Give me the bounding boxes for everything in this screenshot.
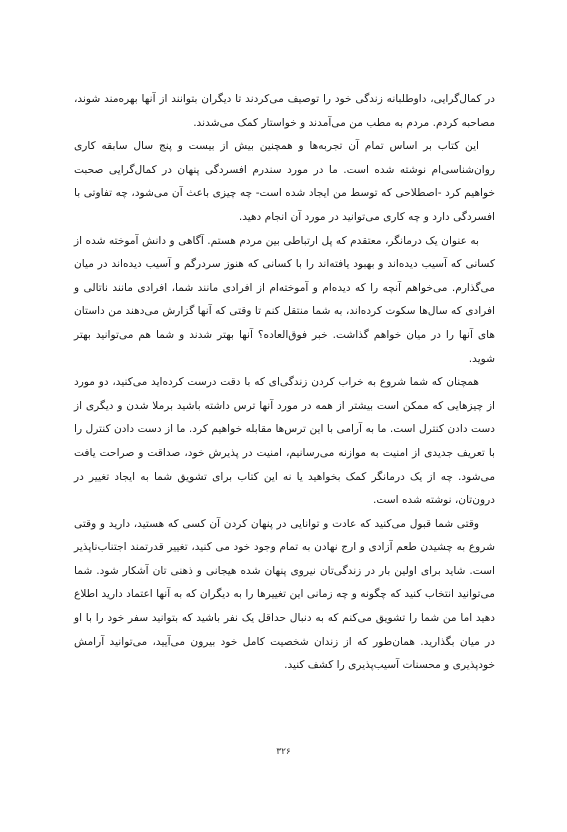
paragraph-3: به عنوان یک درمانگر، معتقدم که پل ارتباطی بین مردم هستم. آگاهی و دانش آموخته شده از کسانی که آسیب دیده‌اند و بهبود یافته‌اند را با کسانی که هنوز سردرگم و آسیب دیده‌اند در میان می‌گذارم. می‌خواهم آنچه را که دیده‌ام و آموخته‌ام از افرادی مانند شما، افرادی مانند ناتالی و افرادی که سال‌ها سکوت کرده‌اند، به شما منتقل کنم تا وقتی که آنها گزارش می‌دهند من داستان های آنها را در میان خواهم گذاشت. خبر فوق‌العاده؟ آنها بهتر شدند و شما هم می‌توانید بهتر شوید. [74,234,495,365]
paragraph-4: همچنان که شما شروع به خراب کردن زندگی‌ای که با دقت درست کرده‌اید می‌کنید، دو مورد از چیزهایی که ممکن است بیشتر از همه در مورد آنها ترس داشته باشید برملا شدن و دیگری از دست دادن کنترل است. ما به آرامی با این ترس‌ها مقابله خواهیم کرد. ما از دست دادن کنترل را با تعریف جدیدی از امنیت به موازنه می‌رسانیم، امنیت در پذیرش خود، صداقت و صراحت یافت می‌شود. چه از یک درمانگر کمک بخواهید یا نه این کتاب برای تشویق شما به ایجاد تغییر در درون‌تان، نوشته شده است. [74,376,495,507]
paragraph-1: در کمال‌گرایی، داوطلبانه زندگی خود را توصیف می‌کردند تا دیگران بتوانند از آنها بهره‌مند شوند، مصاحبه کردم. مردم به مطب من می‌آمدند و خواستار کمک می‌شدند. [74,93,495,129]
page-number: ۳۲۶ [276,747,291,757]
paragraph-2: این کتاب بر اساس تمام آن تجربه‌ها و همچنین بیش از بیست و پنج سال سابقه کاری روان‌شناسی‌ام نوشته شده است. ما در مورد سندرم افسردگی پنهان در کمال‌گرایی صحبت خواهیم کرد -اصطلاحی که توسط من ایجاد شده است- چه چیزی باعث آن می‌شود، چه تفاوتی با افسردگی دارد و چه کاری می‌توانید در مورد آن انجام دهید. [74,140,495,223]
body-text [74,88,495,678]
paragraph-5: وقتی شما قبول می‌کنید که عادت و توانایی در پنهان کردن آن کسی که هستید، دارید و وقتی شروع به چشیدن طعم آزادی و ارج نهادن به تمام وجود خود می کنید، تغییر قدرتمند اجتناب‌ناپذیر است. شاید برای اولین بار در زندگی‌تان نیروی پنهان شده هیجانی و ذهنی تان آشکار شود. شما می‌توانید انتخاب کنید که چگونه و چه زمانی این تغییرها را به دیگران که به آنها اعتماد دارید اطلاع دهید اما من شما را تشویق می‌کنم که به دنبال حداقل یک نفر باشید که بتوانید سفر خود را با او در میان بگذارید. همان‌طور که از زندان شخصیت کامل خود بیرون می‌آیید، می‌توانید آرامش خودپذیری و محسنات آسیب‌پذیری را کشف کنید. [74,517,495,672]
